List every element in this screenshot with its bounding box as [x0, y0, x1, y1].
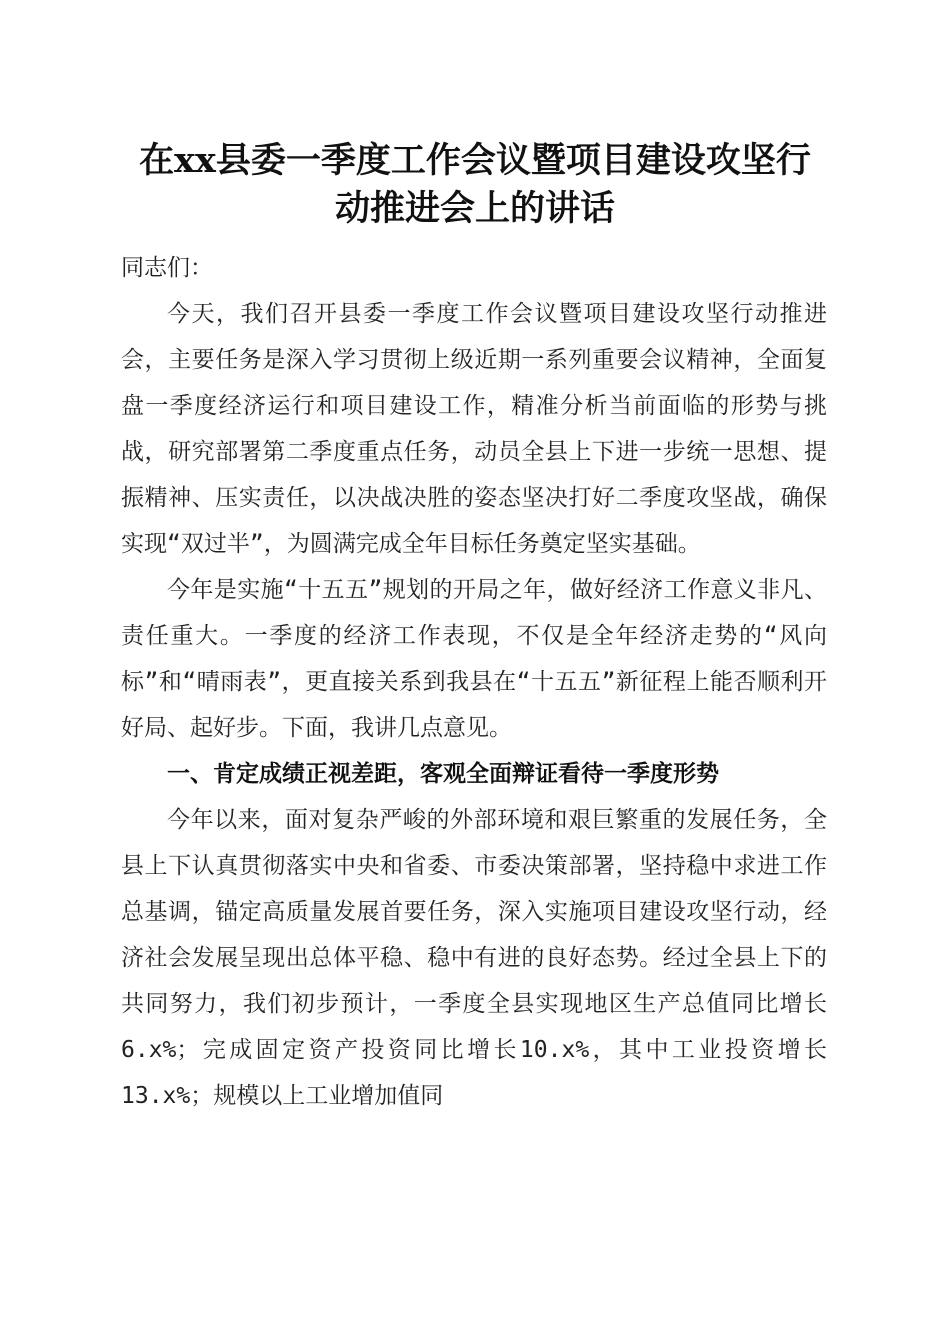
document-title-line-1: 在xx县委一季度工作会议暨项目建设攻坚行	[139, 140, 811, 181]
paragraph-opening: 今天，我们召开县委一季度工作会议暨项目建设攻坚行动推进会，主要任务是深入学习贯彻上级近期一系列重要会议精神，全面复盘一季度经济运行和项目建设工作，精准分析当前面临的形势与挑战，研究部署第二季度重点任务，动员全县上下进一步统一思想、提振精神、压实责任，以决战决胜的姿态坚决打好二季度攻坚战，确保实现“双过半”，为圆满完成全年目标任务奠定坚实基础。	[121, 301, 827, 557]
salutation: 同志们：	[121, 255, 213, 281]
paragraph-section-1: 今年以来，面对复杂严峻的外部环境和艰巨繁重的发展任务，全县上下认真贯彻落实中央和省委、市委决策部署，坚持稳中求进工作总基调，锚定高质量发展首要任务，深入实施项目建设攻坚行动，经济社会发展呈现出总体平稳、稳中有进的良好态势。经过全县上下的共同努力，我们初步预计，一季度全县实现地区生产总值同比增长6.x%；完成固定资产投资同比增长10.x%，其中工业投资增长13.x%；规模以上工业增加值同	[121, 807, 827, 1109]
document-body	[121, 245, 827, 1119]
section-heading-1: 一、肯定成绩正视差距，客观全面辩证看待一季度形势	[167, 761, 719, 787]
document-title-line-2: 动推进会上的讲话	[334, 188, 615, 229]
paragraph-context: 今年是实施“十五五”规划的开局之年，做好经济工作意义非凡、责任重大。一季度的经济工作表现，不仅是全年经济走势的“风向标”和“晴雨表”，更直接关系到我县在“十五五”新征程上能否顺利开好局、起好步。下面，我讲几点意见。	[121, 577, 827, 741]
